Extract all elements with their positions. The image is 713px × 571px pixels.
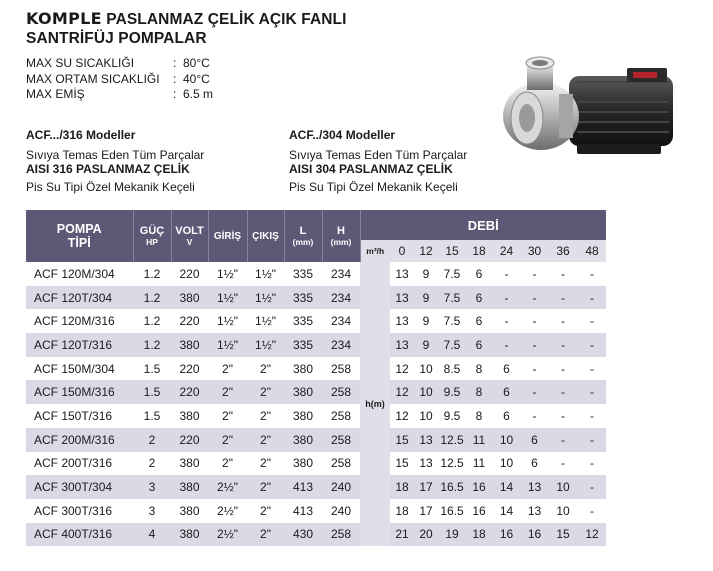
cell-hp: 2	[148, 456, 156, 471]
table-row	[26, 499, 606, 523]
cell-head-value: 11	[466, 428, 492, 452]
cell-head-value: 11	[472, 456, 486, 471]
cell-h: 258	[322, 428, 360, 452]
cell-h: 240	[330, 503, 352, 518]
cell-h: 234	[322, 286, 360, 310]
flow-header: 18	[466, 240, 492, 262]
model-304-heading: ACF../304 Modeller	[289, 128, 396, 142]
cell-l: 380	[284, 380, 322, 404]
cell-head-value: 10	[419, 408, 433, 423]
table-row	[26, 452, 606, 476]
cell-h: 258	[330, 361, 352, 376]
cell-head-value: -	[578, 286, 606, 310]
cell-head-value: 6	[492, 380, 521, 404]
spec-row	[26, 87, 213, 103]
cell-head-value: -	[590, 266, 594, 281]
spec-label: MAX ORTAM SICAKLIĞI	[26, 71, 160, 86]
cell-head-value: 13	[521, 475, 548, 499]
cell-hp: 1.2	[143, 314, 161, 329]
cell-head-value: -	[548, 428, 578, 452]
flow-header: 12	[414, 240, 438, 262]
head-unit-label: h(m)	[360, 262, 390, 546]
cell-head-value: 18	[395, 503, 409, 518]
col-header-guc: GÜÇ HP	[133, 210, 171, 262]
cell-head-value: -	[532, 361, 537, 376]
cell-out: 2"	[247, 428, 284, 452]
cell-head-value: -	[590, 456, 594, 471]
cell-h: 240	[322, 475, 360, 499]
cell-head-value: 7.5	[438, 333, 466, 357]
cell-head-value: 10	[492, 428, 521, 452]
flow-header: 36	[548, 240, 578, 262]
cell-head-value: 10	[556, 503, 570, 518]
cell-head-value: 15	[390, 428, 414, 452]
cell-head-value: 19	[438, 523, 466, 547]
cell-h: 258	[330, 408, 352, 423]
cell-head-value: 9	[414, 286, 438, 310]
cell-head-value: 12	[395, 408, 409, 423]
cell-head-value: 17	[419, 503, 433, 518]
cell-head-value: 16	[521, 523, 548, 547]
cell-l: 380	[292, 361, 314, 376]
flow-header: 15	[438, 240, 466, 262]
cell-head-value: -	[590, 314, 594, 329]
cell-head-value: 6	[503, 361, 510, 376]
cell-head-value: 17	[414, 475, 438, 499]
cell-head-value: -	[532, 314, 537, 329]
cell-out: 2"	[260, 408, 271, 423]
cell-head-value: -	[521, 380, 548, 404]
cell-head-value: 21	[390, 523, 414, 547]
cell-out: 2"	[260, 456, 271, 471]
cell-hp: 1.5	[143, 408, 161, 423]
model-304-line2: AISI 304 PASLANMAZ ÇELİK	[289, 162, 453, 176]
cell-head-value: 6	[475, 314, 483, 329]
table-row	[26, 286, 606, 310]
model-316-line3: Pis Su Tipi Özel Mekanik Keçeli	[26, 180, 195, 194]
cell-out: 1½"	[255, 314, 276, 329]
cell-head-value: 16	[472, 503, 486, 518]
cell-name: ACF 120T/304	[26, 286, 133, 310]
model-304-line1: Sıvıya Temas Eden Tüm Parçalar	[289, 148, 468, 162]
cell-head-value: -	[578, 428, 606, 452]
cell-head-value: 12.5	[440, 456, 464, 471]
cell-head-value: 16.5	[440, 503, 464, 518]
cell-name: ACF 300T/316	[34, 503, 113, 518]
cell-head-value: -	[492, 333, 521, 357]
cell-h: 258	[322, 523, 360, 547]
spec-value: : 80°C	[173, 56, 210, 70]
cell-head-value: 6	[466, 286, 492, 310]
cell-in: 2"	[222, 361, 233, 376]
cell-head-value: 10	[548, 475, 578, 499]
cell-hp: 3	[133, 475, 171, 499]
cell-head-value: -	[578, 333, 606, 357]
cell-head-value: -	[578, 380, 606, 404]
cell-head-value: 20	[414, 523, 438, 547]
cell-head-value: 13	[419, 456, 433, 471]
cell-in: 2½"	[208, 523, 247, 547]
cell-name: ACF 120M/316	[34, 314, 115, 329]
cell-head-value: 7.5	[438, 286, 466, 310]
cell-head-value: 14	[499, 503, 514, 518]
cell-h: 258	[322, 380, 360, 404]
cell-head-value: 7.5	[443, 314, 461, 329]
cell-name: ACF 150T/316	[34, 408, 113, 423]
cell-name: ACF 400T/316	[26, 523, 133, 547]
model-316-block	[26, 128, 204, 194]
cell-head-value: 10	[419, 361, 433, 376]
cell-head-value: 9	[414, 333, 438, 357]
cell-out: 2"	[260, 503, 271, 518]
flow-header: 0	[390, 240, 414, 262]
table-row	[26, 357, 606, 381]
spec-label: MAX SU SICAKLIĞI	[26, 56, 135, 70]
cell-head-value: 6	[521, 428, 548, 452]
cell-h: 258	[330, 456, 352, 471]
col-header-pompa: POMPA TİPİ	[26, 210, 133, 262]
cell-head-value: 13	[390, 333, 414, 357]
col-header-debi: DEBİ	[360, 210, 606, 240]
title-line1: PASLANMAZ ÇELİK AÇIK FANLI	[106, 11, 347, 28]
model-304-block	[289, 128, 467, 194]
cell-head-value: -	[548, 380, 578, 404]
cell-head-value: 8	[466, 380, 492, 404]
cell-head-value: 12	[578, 523, 606, 547]
table-row	[26, 262, 606, 286]
spec-row	[26, 56, 213, 72]
cell-in: 2"	[208, 428, 247, 452]
cell-in: 2"	[208, 380, 247, 404]
cell-hp: 2	[133, 428, 171, 452]
cell-name: ACF 150M/304	[34, 361, 115, 376]
cell-name: ACF 200M/316	[26, 428, 133, 452]
cell-head-value: -	[590, 503, 594, 518]
cell-head-value: 9.5	[438, 380, 466, 404]
cell-h: 234	[330, 266, 352, 281]
cell-out: 1½"	[247, 286, 284, 310]
cell-head-value: 13	[414, 428, 438, 452]
cell-volt: 380	[179, 456, 200, 471]
cell-head-value: 16.5	[438, 475, 466, 499]
cell-volt: 220	[171, 428, 208, 452]
cell-out: 1½"	[255, 266, 276, 281]
cell-head-value: 15	[548, 523, 578, 547]
cell-head-value: -	[504, 266, 509, 281]
cell-head-value: -	[561, 266, 565, 281]
cell-out: 1½"	[247, 333, 284, 357]
cell-in: 2"	[222, 456, 233, 471]
cell-l: 380	[292, 408, 314, 423]
page-title	[26, 9, 347, 48]
cell-l: 335	[284, 333, 322, 357]
cell-head-value: 16	[492, 523, 521, 547]
cell-l: 335	[292, 266, 314, 281]
col-header-m3h: m³/h	[360, 240, 390, 262]
cell-volt: 380	[179, 408, 200, 423]
cell-hp: 1.5	[143, 361, 161, 376]
cell-head-value: -	[561, 314, 565, 329]
cell-head-value: -	[548, 286, 578, 310]
cell-volt: 380	[171, 286, 208, 310]
cell-head-value: 8.5	[443, 361, 461, 376]
cell-in: 1½"	[208, 286, 247, 310]
cell-name: ACF 150M/316	[26, 380, 133, 404]
cell-out: 2"	[260, 361, 271, 376]
cell-l: 380	[284, 428, 322, 452]
cell-head-value: 9	[422, 314, 430, 329]
table-row	[26, 475, 606, 499]
cell-head-value: 9.5	[443, 408, 461, 423]
cell-l: 413	[292, 503, 314, 518]
cell-volt: 380	[171, 475, 208, 499]
cell-head-value: 6	[466, 333, 492, 357]
cell-head-value: -	[532, 266, 537, 281]
cell-head-value: 8	[475, 361, 483, 376]
cell-volt: 220	[171, 380, 208, 404]
cell-head-value: 12.5	[438, 428, 466, 452]
cell-head-value: 13	[395, 314, 409, 329]
cell-head-value: -	[492, 286, 521, 310]
cell-h: 234	[322, 333, 360, 357]
col-header-volt: VOLT V	[171, 210, 208, 262]
cell-hp: 1.2	[133, 333, 171, 357]
cell-in: 2½"	[208, 475, 247, 499]
cell-head-value: 13	[527, 503, 542, 518]
cell-head-value: 18	[390, 475, 414, 499]
cell-head-value: -	[532, 408, 537, 423]
cell-hp: 3	[148, 503, 156, 518]
table-row	[26, 309, 606, 333]
cell-head-value: -	[561, 408, 565, 423]
cell-head-value: -	[561, 456, 565, 471]
cell-head-value: 12	[390, 380, 414, 404]
cell-head-value: 6	[531, 456, 538, 471]
col-header-h: H (mm)	[322, 210, 360, 262]
cell-head-value: -	[590, 361, 594, 376]
model-316-line1: Sıvıya Temas Eden Tüm Parçalar	[26, 148, 205, 162]
spec-label: MAX EMİŞ	[26, 87, 85, 101]
cell-volt: 380	[179, 503, 200, 518]
table-row	[26, 523, 606, 547]
cell-in: 2"	[222, 408, 233, 423]
cell-name: ACF 120T/316	[26, 333, 133, 357]
cell-head-value: 14	[492, 475, 521, 499]
cell-head-value: 6	[503, 408, 510, 423]
cell-volt: 220	[179, 266, 200, 281]
cell-hp: 1.5	[133, 380, 171, 404]
cell-head-value: 10	[499, 456, 514, 471]
cell-head-value: 9	[422, 266, 430, 281]
cell-head-value: 12	[395, 361, 409, 376]
spec-value: : 40°C	[173, 71, 210, 86]
cell-l: 380	[292, 456, 314, 471]
cell-in: 1½"	[217, 266, 238, 281]
pump-specs-table	[26, 210, 606, 546]
title-line2: SANTRİFÜJ POMPALAR	[26, 30, 207, 47]
cell-head-value: -	[561, 361, 565, 376]
cell-out: 2"	[247, 380, 284, 404]
cell-head-value: -	[521, 286, 548, 310]
cell-volt: 220	[179, 314, 200, 329]
spec-row	[26, 72, 213, 88]
cell-head-value: 16	[466, 475, 492, 499]
table-row	[26, 333, 606, 357]
specs-list	[26, 56, 213, 103]
cell-l: 413	[284, 475, 322, 499]
cell-l: 430	[284, 523, 322, 547]
cell-l: 335	[284, 286, 322, 310]
brand-name: KOMPLE	[26, 9, 102, 28]
model-316-heading: ACF.../316 Modeller	[26, 128, 136, 142]
cell-name: ACF 300T/304	[26, 475, 133, 499]
cell-head-value: 6	[475, 266, 483, 281]
cell-head-value: -	[548, 333, 578, 357]
cell-hp: 1.2	[133, 286, 171, 310]
cell-out: 2"	[247, 475, 284, 499]
cell-head-value: 15	[395, 456, 409, 471]
cell-h: 234	[330, 314, 352, 329]
cell-volt: 220	[179, 361, 200, 376]
cell-head-value: -	[521, 333, 548, 357]
table-row	[26, 380, 606, 404]
cell-head-value: -	[578, 475, 606, 499]
col-header-cikis: ÇIKIŞ	[247, 210, 284, 262]
cell-in: 1½"	[217, 314, 238, 329]
model-304-line3: Pis Su Tipi Özel Mekanik Keçeli	[289, 180, 458, 194]
cell-head-value: 18	[466, 523, 492, 547]
col-header-l: L (mm)	[284, 210, 322, 262]
cell-l: 335	[292, 314, 314, 329]
cell-name: ACF 120M/304	[34, 266, 115, 281]
cell-head-value: 8	[475, 408, 483, 423]
cell-hp: 1.2	[143, 266, 161, 281]
cell-out: 2"	[247, 523, 284, 547]
cell-in: 2½"	[217, 503, 238, 518]
flow-header: 24	[492, 240, 521, 262]
cell-in: 1½"	[208, 333, 247, 357]
flow-header: 48	[578, 240, 606, 262]
cell-head-value: -	[590, 408, 594, 423]
cell-hp: 4	[133, 523, 171, 547]
cell-head-value: 13	[390, 286, 414, 310]
model-316-line2: AISI 316 PASLANMAZ ÇELİK	[26, 162, 190, 176]
cell-name: ACF 200T/316	[34, 456, 113, 471]
cell-head-value: 13	[395, 266, 409, 281]
flow-header: 30	[521, 240, 548, 262]
col-header-giris: GİRİŞ	[208, 210, 247, 262]
cell-head-value: 10	[414, 380, 438, 404]
table-row	[26, 404, 606, 428]
spec-value: : 6.5 m	[173, 87, 214, 101]
cell-head-value: 7.5	[443, 266, 461, 281]
pump-image	[497, 54, 685, 166]
table-row	[26, 428, 606, 452]
table-body	[26, 262, 606, 546]
cell-volt: 380	[171, 333, 208, 357]
cell-head-value: -	[504, 314, 509, 329]
cell-volt: 380	[171, 523, 208, 547]
